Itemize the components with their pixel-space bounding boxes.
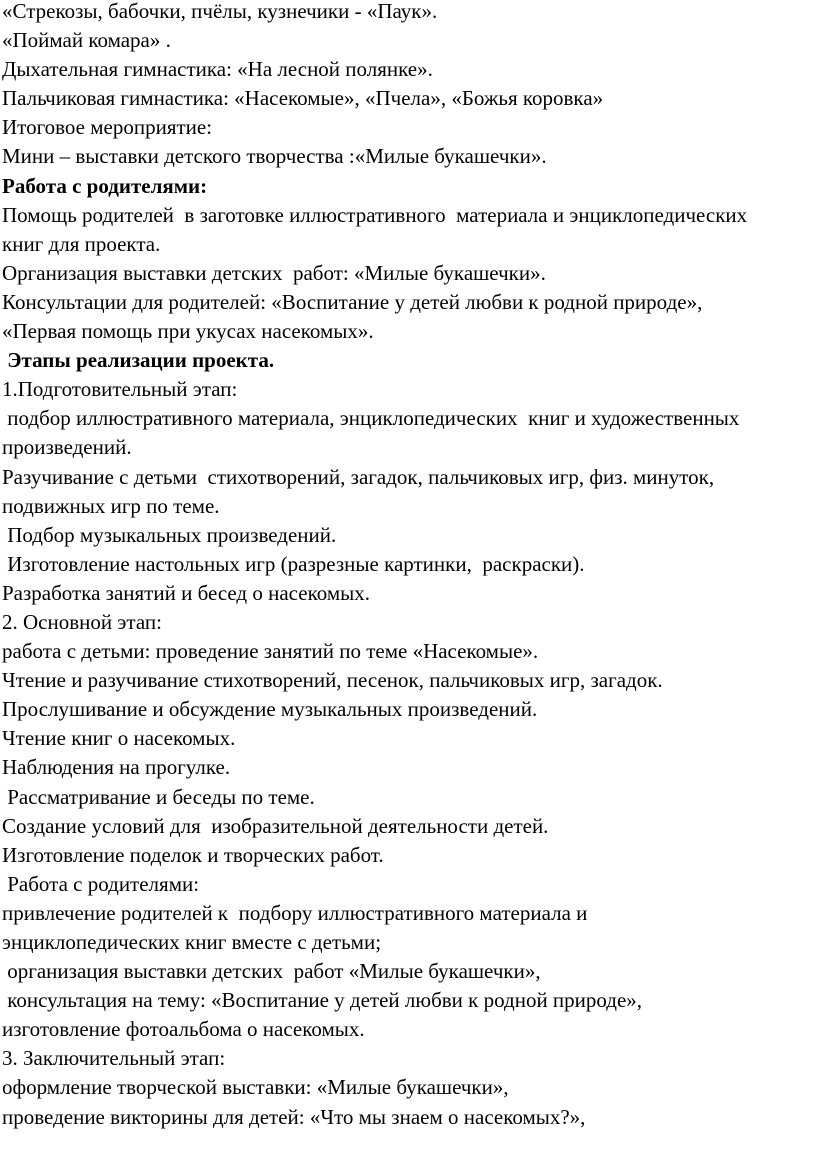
text-line: произведений. <box>2 435 132 460</box>
text-line: Изготовление поделок и творческих работ. <box>2 842 384 867</box>
text-line: работа с детьми: проведение занятий по теме «Насекомые». <box>2 639 539 664</box>
text-line: Пальчиковая гимнастика: «Насекомые», «Пчела», «Божья коровка» <box>2 86 604 111</box>
text-line: Наблюдения на прогулке. <box>2 755 231 780</box>
text-line: Чтение книг о насекомых. <box>2 726 236 751</box>
text-line: 1.Подготовительный этап: <box>2 377 238 402</box>
text-line: Консультации для родителей: «Воспитание у детей любви к родной природе», <box>2 289 703 314</box>
text-line: «Стрекозы, бабочки, пчёлы, кузнечики - «Паук». <box>2 0 438 23</box>
section-heading-stages: Этапы реализации проекта. <box>2 348 275 373</box>
text-line: подвижных игр по теме. <box>2 493 220 518</box>
text-line: «Первая помощь при укусах насекомых». <box>2 319 374 344</box>
text-line: книг для проекта. <box>2 231 161 256</box>
text-line: оформление творческой выставки: «Милые букашечки», <box>2 1075 509 1100</box>
text-line: Прослушивание и обсуждение музыкальных произведений. <box>2 697 538 722</box>
text-line: привлечение родителей к подбору иллюстративного материала и <box>2 900 588 925</box>
text-line: Мини – выставки детского творчества :«Милые букашечки». <box>2 144 547 169</box>
text-line: организация выставки детских работ «Милые букашечки», <box>2 959 541 984</box>
text-line: Дыхательная гимнастика: «На лесной полянке». <box>2 57 433 82</box>
text-line: «Поймай комара» . <box>2 28 171 53</box>
text-line: Рассматривание и беседы по теме. <box>2 784 315 809</box>
text-line: Итоговое мероприятие: <box>2 115 213 140</box>
text-line: Чтение и разучивание стихотворений, песенок, пальчиковых игр, загадок. <box>2 668 663 693</box>
text-line: Организация выставки детских работ: «Милые букашечки». <box>2 260 546 285</box>
text-line: 3. Заключительный этап: <box>2 1046 226 1071</box>
text-line: Помощь родителей в заготовке иллюстративного материала и энциклопедических <box>2 202 748 227</box>
text-line: Подбор музыкальных произведений. <box>2 522 337 547</box>
text-line: 2. Основной этап: <box>2 609 162 634</box>
text-line: подбор иллюстративного материала, энциклопедических книг и художественных <box>2 406 740 431</box>
text-line: энциклопедических книг вместе с детьми; <box>2 930 382 954</box>
text-line: проведение викторины для детей: «Что мы знаем о насекомых?», <box>2 1104 586 1129</box>
section-heading-parents: Работа с родителями: <box>2 173 208 198</box>
text-line: Разработка занятий и бесед о насекомых. <box>2 580 370 605</box>
text-line: изготовление фотоальбома о насекомых. <box>2 1017 365 1042</box>
text-line: Изготовление настольных игр (разрезные картинки, раскраски). <box>2 551 585 576</box>
text-line: Разучивание с детьми стихотворений, загадок, пальчиковых игр, физ. минуток, <box>2 464 715 489</box>
text-line: консультация на тему: «Воспитание у детей любви к родной природе», <box>2 988 643 1013</box>
text-line: Работа с родителями: <box>2 871 200 896</box>
text-line: Создание условий для изобразительной деятельности детей. <box>2 813 549 838</box>
